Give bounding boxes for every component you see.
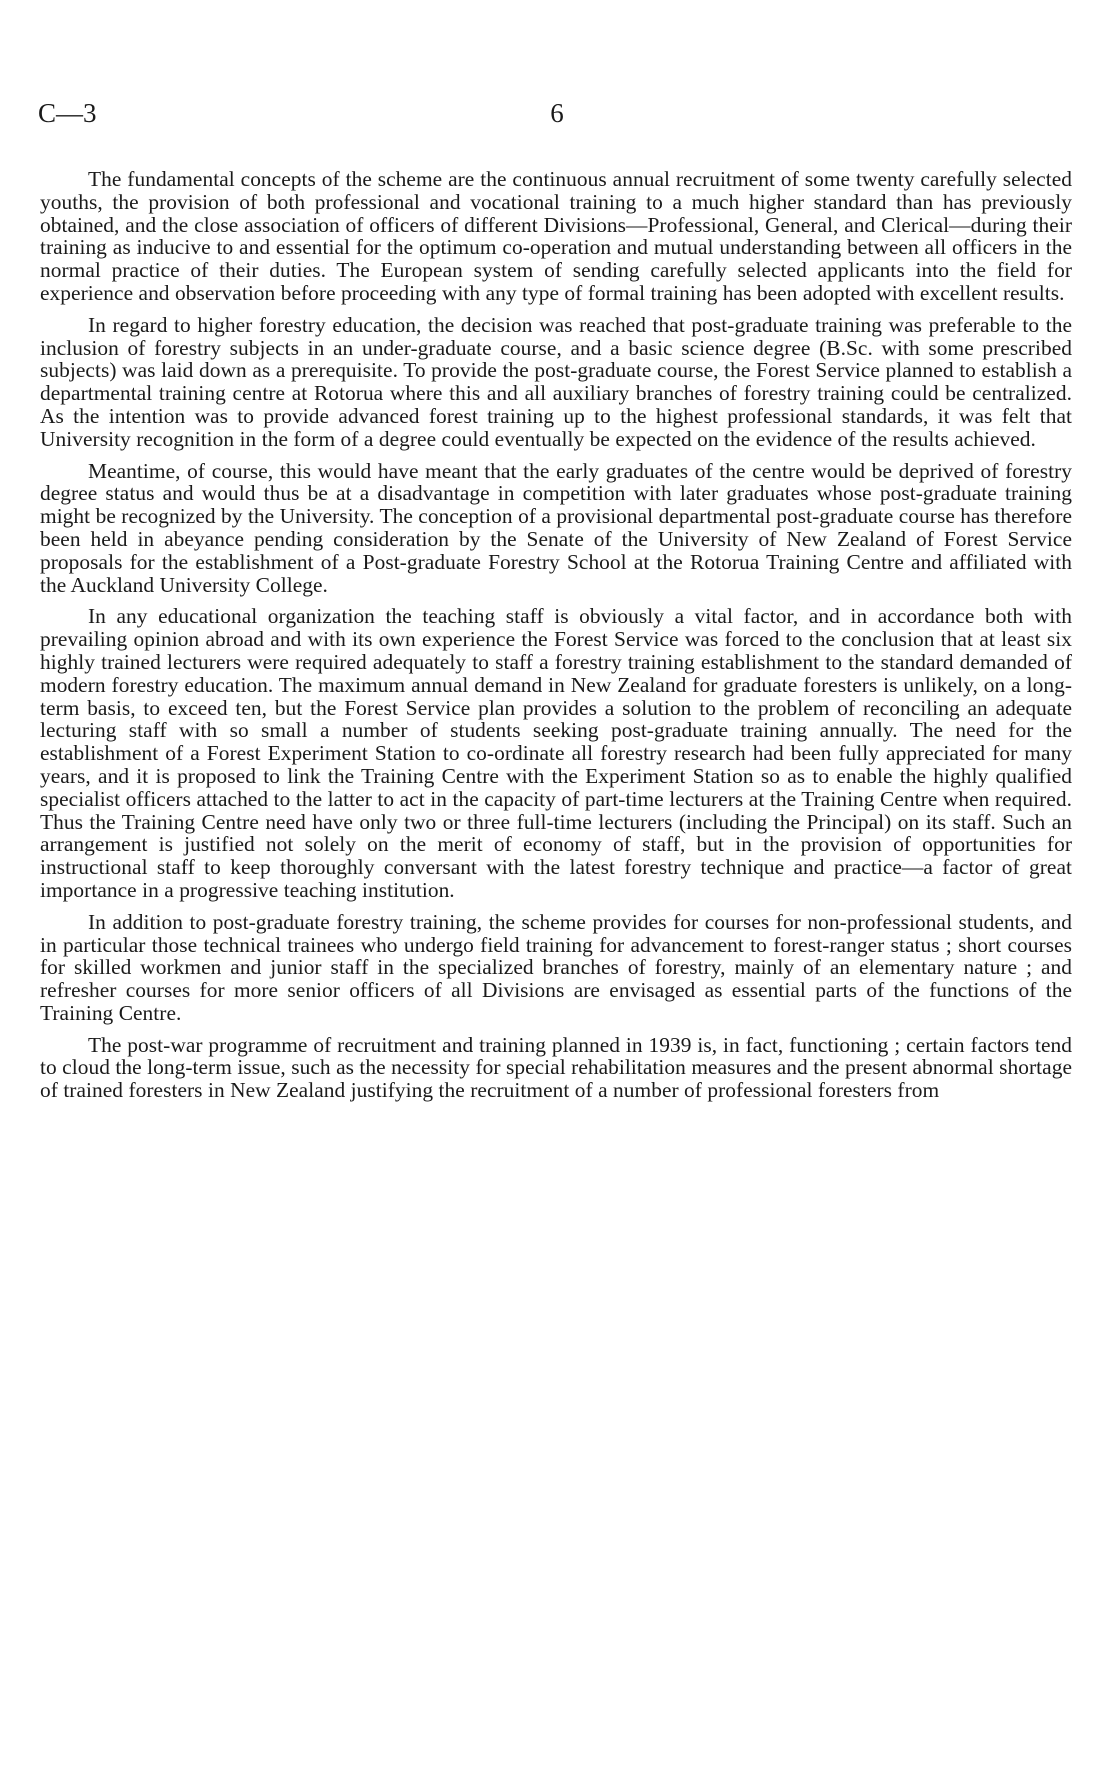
paragraph: In any educational organization the teaching staff is obviously a vital factor, and in accordance both with prevailing opinion abroad and with its own experience the Forest Service was forced to the conclusion that at least six highly trained lecturers were required adequately to staff a forestry training establishment to the standard demanded of modern forestry education. The maximum annual demand in New Zealand for graduate foresters is unlikely, on a long-term basis, to exceed ten, but the Forest Service plan provides a solution to the problem of reconciling an adequate lecturing staff with so small a number of students seeking post-graduate training annually. The need for the establishment of a Forest Experiment Station to co-ordinate all forestry research had been fully appreciated for many years, and it is proposed to link the Training Centre with the Experiment Station so as to enable the highly qualified specialist officers attached to the latter to act in the capacity of part-time lecturers at the Training Centre when required. Thus the Training Centre need have only two or three full-time lecturers (including the Principal) on its staff. Such an arrangement is justified not solely on the merit of economy of staff, but in the provision of opportunities for instructional staff to keep thoroughly conversant with the latest forestry technique and practice—a factor of great importance in a progressive teaching institution. [40,604,1072,902]
page-header [38,98,1076,138]
body-text [40,168,1072,1111]
document-reference: C—3 [38,98,97,128]
paragraph: Meantime, of course, this would have meant that the early graduates of the centre would be deprived of forestry degree status and would thus be at a disadvantage in competition with later graduates whose post-graduate training might be recognized by the University. The conception of a provisional departmental post-graduate course has therefore been held in abeyance pending consideration by the Senate of the University of New Zealand of Forest Service proposals for the establishment of a Post-graduate Forestry School at the Rotorua Training Centre and affiliated with the Auckland University College. [40,458,1072,597]
paragraph: In regard to higher forestry education, the decision was reached that post-graduate training was preferable to the inclusion of forestry subjects in an under-graduate course, and a basic science degree (B.Sc. with some prescribed subjects) was laid down as a prerequisite. To provide the post-graduate course, the Forest Service planned to establish a departmental training centre at Rotorua where this and all auxiliary branches of forestry training could be centralized. As the intention was to provide advanced forest training up to the highest professional standards, it was felt that University recognition in the form of a degree could eventually be expected on the evidence of the results achieved. [40,312,1072,451]
paragraph: The fundamental concepts of the scheme are the continuous annual recruitment of some twenty carefully selected youths, the provision of both professional and vocational training to a much higher standard than has previously obtained, and the close association of officers of different Divisions—Professional, General, and Clerical—during their training as inducive to and essential for the optimum co-operation and mutual understanding between all officers in the normal practice of their duties. The European system of sending carefully selected applicants into the field for experience and observation before proceeding with any type of formal training has been adopted with excellent results. [40,167,1072,305]
paragraph: In addition to post-graduate forestry training, the scheme provides for courses for non-professional students, and in particular those technical trainees who undergo field training for advancement to forest-ranger status ; short courses for skilled workmen and junior staff in the specialized branches of forestry, mainly of an elementary nature ; and refresher courses for more senior officers of all Divisions are envisaged as essential parts of the functions of the Training Centre. [40,909,1072,1025]
page-number: 6 [550,98,564,128]
paragraph: The post-war programme of recruitment and training planned in 1939 is, in fact, functioning ; certain factors tend to cloud the long-term issue, such as the necessity for special rehabilitation measures and the present abnormal shortage of trained foresters in New Zealand justifying the recruitment of a number of professional foresters from [40,1032,1072,1103]
